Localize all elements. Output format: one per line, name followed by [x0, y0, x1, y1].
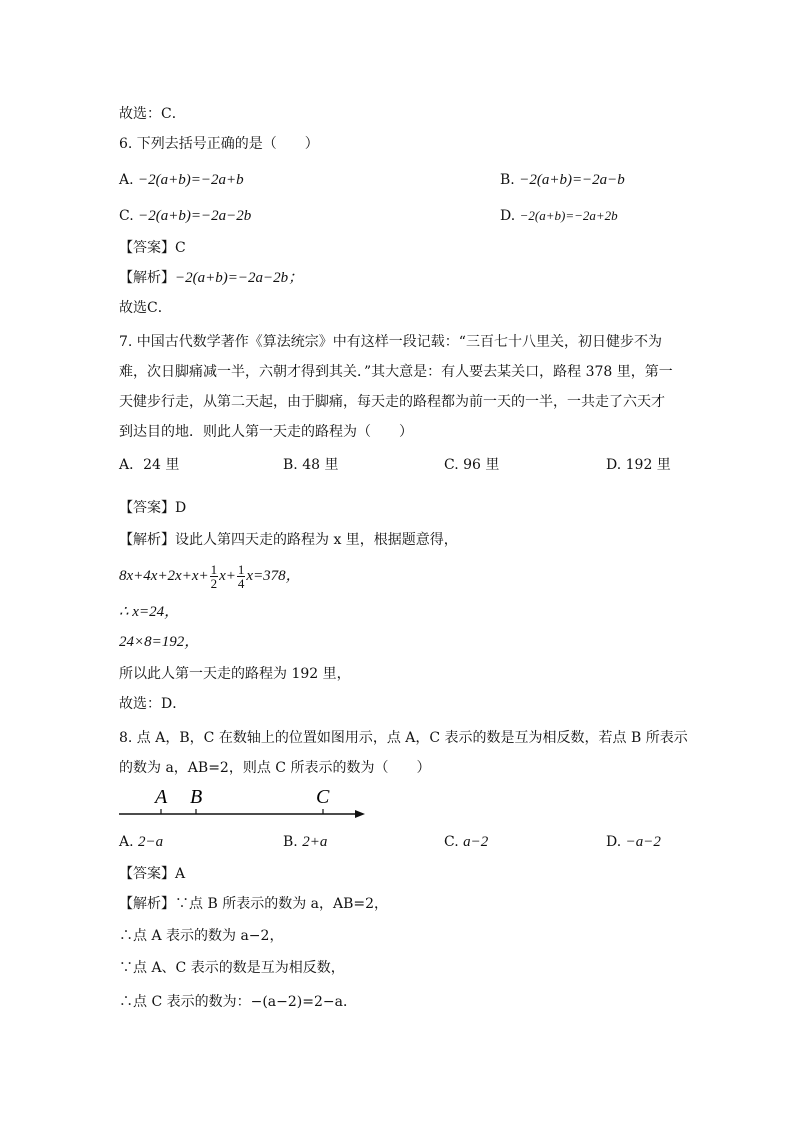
- q7-analysis-text: 设此人第四天走的路程为 x 里，根据题意得，: [175, 532, 458, 548]
- q8-stem-line-1: 8. 点 A，B，C 在数轴上的位置如图用示，点 A，C 表示的数是互为相反数，若点 B 所表示: [119, 730, 688, 746]
- q7-frac1-num: 1: [210, 561, 218, 577]
- q7-frac2-num: 1: [237, 561, 245, 577]
- q6-option-b-label: B.: [500, 172, 515, 188]
- q7-frac1-den: 2: [210, 575, 218, 591]
- q7-stem-line-1: 7. 中国古代数学著作《算法统宗》中有这样一段记载：“三百七十八里关，初日健步不为: [119, 334, 662, 350]
- q8-analysis-tag: 【解析】: [119, 896, 175, 912]
- q7-analysis-tag: 【解析】: [119, 532, 175, 548]
- q8-analysis-text-1: ∵点 B 所表示的数为 a，AB=2，: [175, 896, 389, 912]
- q8-option-d-text: −a−2: [625, 834, 661, 850]
- q7-answer-value: D: [175, 500, 187, 516]
- q7-fraction-half: [210, 563, 219, 590]
- q6-option-a-label: A.: [119, 172, 134, 188]
- q8-answer-value: A: [175, 866, 186, 882]
- q8-number-line: [119, 782, 369, 826]
- q7-option-c: C. 96 里: [444, 457, 500, 473]
- q8-answer: [119, 864, 185, 884]
- q7-frac2-den: 4: [237, 575, 245, 591]
- q8-option-c-label: C.: [444, 834, 459, 850]
- q6-option-d-label: D.: [500, 208, 516, 224]
- q8-analysis-line-3: ∵点 A、C 表示的数是互为相反数，: [119, 960, 345, 976]
- q6-option-a-text: −2(a+b)=−2a+b: [138, 172, 244, 188]
- q5-conclusion: 故选：C．: [119, 106, 186, 122]
- q8-analysis-line-4: ∴点 C 表示的数为：−(a−2)=2−a．: [119, 994, 357, 1010]
- q6-analysis: [119, 268, 303, 288]
- q6-option-c: [119, 206, 251, 226]
- q6-stem: 6. 下列去括号正确的是（ ）: [119, 136, 319, 152]
- q6-option-d: [500, 206, 618, 226]
- q7-step-3: [119, 632, 199, 652]
- q6-analysis-text: −2(a+b)=−2a−2b；: [175, 270, 304, 286]
- q8-analysis-line-2: ∴点 A 表示的数为 a−2，: [119, 928, 284, 944]
- q8-option-d: [606, 832, 661, 852]
- q7-equation: [119, 558, 301, 594]
- q6-option-c-label: C.: [119, 208, 134, 224]
- q7-answer: [119, 498, 186, 518]
- q8-axis-arrow-icon: [355, 810, 365, 818]
- q7-step-4: 所以此人第一天走的路程为 192 里，: [119, 666, 351, 682]
- q7-option-b: B. 48 里: [283, 457, 339, 473]
- q7-fraction-quarter: [237, 563, 246, 590]
- q6-option-c-text: −2(a+b)=−2a−2b: [138, 208, 252, 224]
- q7-option-a: A．24 里: [119, 457, 180, 473]
- q8-point-label-b: B: [190, 786, 203, 808]
- q8-option-b: [283, 832, 327, 852]
- q7-analysis: [119, 530, 458, 550]
- q8-answer-tag: 【答案】: [119, 866, 175, 882]
- q6-answer-tag: 【答案】: [119, 240, 175, 256]
- q8-option-c-text: a−2: [463, 834, 489, 850]
- q8-point-label-c: C: [316, 786, 330, 808]
- q7-stem-line-3: 天健步行走，从第二天起，由于脚痛，每天走的路程都为前一天的一半，一共走了六天才: [119, 394, 665, 410]
- q8-option-b-label: B.: [283, 834, 298, 850]
- q7-eq-mid: x+: [219, 568, 236, 584]
- q6-answer: [119, 238, 186, 258]
- q8-option-b-text: 2+a: [302, 834, 328, 850]
- q7-stem-line-2: 难，次日脚痛减一半，六朝才得到其关．”其大意是：有人要去某关口，路程 378 里，第一: [119, 364, 673, 380]
- q7-eq-left: 8x+4x+2x+x+: [119, 568, 209, 584]
- q8-option-c: [444, 832, 488, 852]
- q6-conclusion: 故选C．: [119, 300, 172, 316]
- q6-option-d-text: −2(a+b)=−2a+2b: [519, 208, 618, 223]
- q7-eq-right: x=378，: [246, 568, 301, 584]
- q6-answer-value: C: [175, 240, 186, 256]
- q8-option-d-label: D.: [606, 834, 622, 850]
- q8-stem-line-2: 的数为 a，AB=2，则点 C 所表示的数为（ ）: [119, 760, 431, 776]
- q7-step-2: [119, 602, 179, 622]
- q6-option-b: [500, 170, 625, 190]
- q6-analysis-tag: 【解析】: [119, 270, 175, 286]
- q7-answer-tag: 【答案】: [119, 500, 175, 516]
- q8-option-a-label: A.: [119, 834, 134, 850]
- q8-option-a: [119, 832, 163, 852]
- q8-option-a-text: 2−a: [138, 834, 164, 850]
- q7-step-3-text: 24×8=192，: [119, 634, 200, 650]
- q6-option-b-text: −2(a+b)=−2a−b: [519, 172, 625, 188]
- q8-point-label-a: A: [155, 786, 168, 808]
- q7-stem-line-4: 到达目的地．则此人第一天走的路程为（ ）: [119, 424, 413, 440]
- q7-option-d: D. 192 里: [606, 457, 671, 473]
- q8-analysis: [119, 894, 388, 914]
- q7-step-2-text: ∴ x=24，: [119, 604, 180, 620]
- q6-option-a: [119, 170, 244, 190]
- q7-conclusion: 故选：D．: [119, 696, 187, 712]
